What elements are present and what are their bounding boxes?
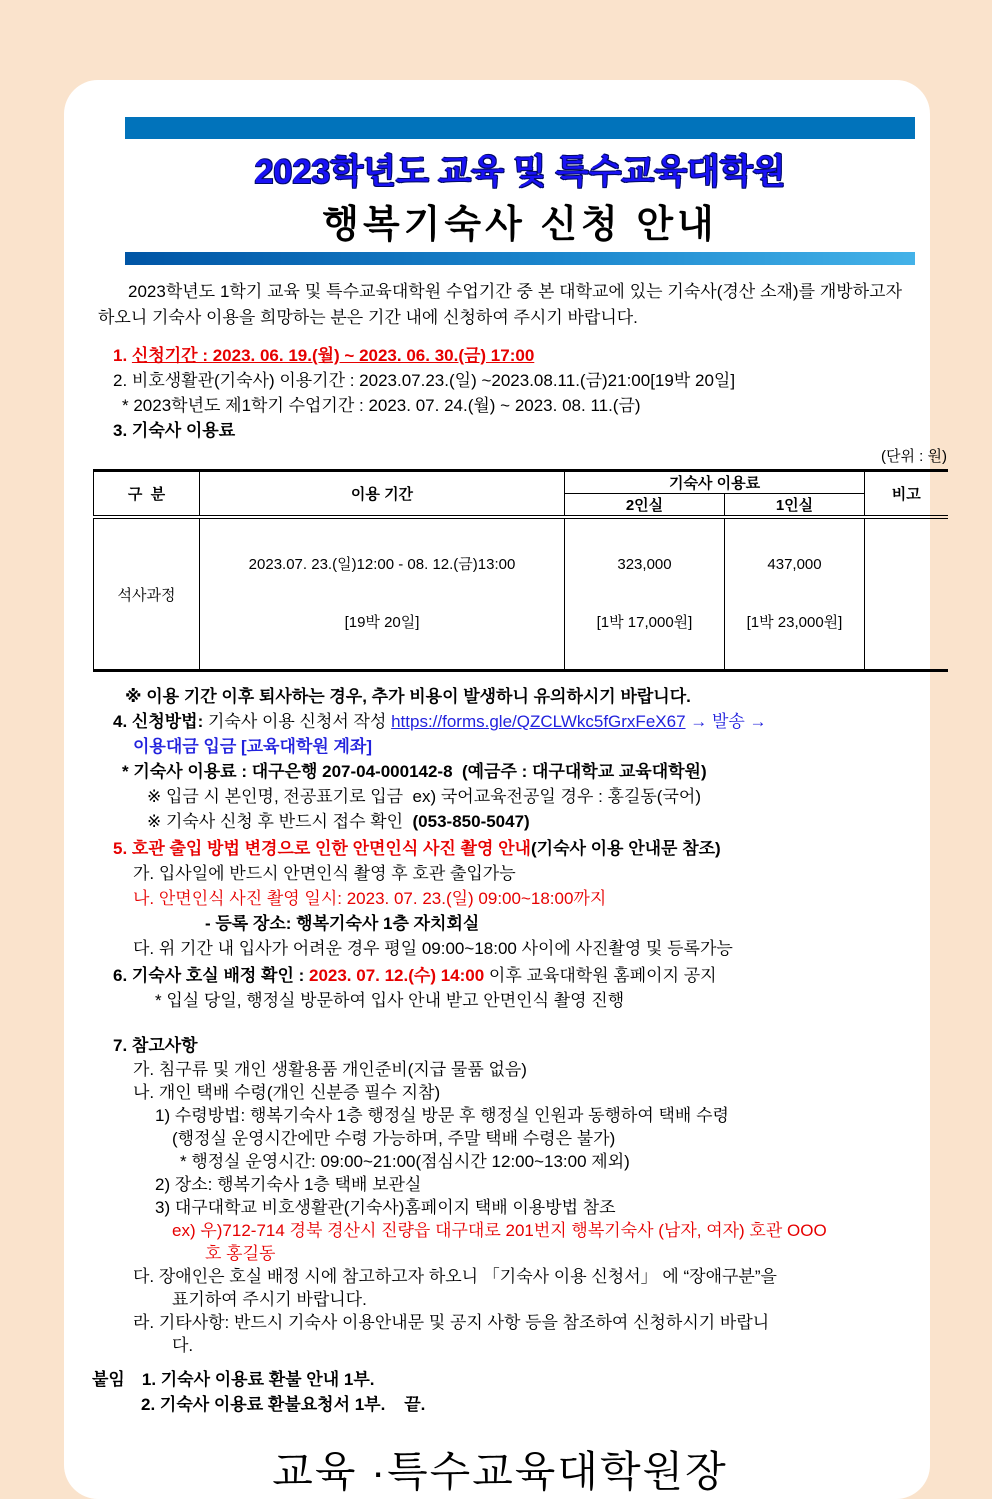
col-header-single-room: 1인실	[725, 494, 865, 518]
room-assignment-suffix: 이후 교육대학원 홈페이지 공지	[484, 966, 717, 985]
room-assignment-line	[98, 963, 902, 988]
section-apply	[98, 684, 902, 834]
item1-number: 1.	[113, 346, 132, 365]
attachment-line2: 2. 기숙사 이용료 환불요청서 1부. 끝.	[141, 1395, 426, 1414]
col-header-division: 구 분	[94, 471, 200, 518]
unit-note: (단위 : 원)	[881, 448, 947, 465]
single-room-per-night: [1박 23,000원]	[746, 614, 843, 631]
parcel-method-note1: (행정실 운영시간에만 수령 가능하며, 주말 택배 수령은 불가)	[172, 1129, 616, 1148]
attachments	[92, 1367, 902, 1417]
dorm-use-period-line: 2. 비호생활관(기숙사) 이용기간 : 2023.07.23.(일) ~2023.08.11.(금)21:00[19박 20일]	[113, 371, 736, 390]
attachment-item1: 1. 기숙사 이용료 환불 안내 1부.	[141, 1370, 375, 1389]
application-period-text: 신청기간 : 2023. 06. 19.(월) ~ 2023. 06. 30.(금) 17:00	[131, 346, 535, 365]
cell-single-room-fee	[725, 517, 865, 671]
remarks-item-b: 나. 개인 택배 수령(개인 신분증 필수 지참)	[133, 1083, 441, 1102]
notice-panel	[64, 80, 947, 1499]
confirm-text: ※ 기숙사 신청 후 반드시 접수 확인	[147, 812, 413, 831]
office-hours-note: * 행정실 운영시간: 09:00~21:00(점심시간 12:00~13:00 제외)	[180, 1152, 630, 1171]
section-remarks	[98, 1033, 902, 1357]
banner-bottom-bar	[125, 252, 915, 265]
room-assignment-date: 2023. 07. 12.(수) 14:00	[308, 966, 485, 985]
room-assignment-label: 6. 기숙사 호실 배정 확인 :	[113, 966, 309, 985]
deposit-name-note: ※ 입금 시 본인명, 전공표기로 입금 ex) 국어교육전공일 경우 : 홍길동(국어)	[147, 787, 701, 806]
attachment-line1	[92, 1367, 902, 1392]
cell-period	[200, 517, 565, 671]
table-row	[94, 517, 948, 671]
cell-period-dates: 2023.07. 23.(일)12:00 - 08. 12.(금)13:00	[248, 556, 516, 573]
send-arrow-text: → 발송 →	[685, 712, 767, 731]
face-recognition-title-red: 5. 호관 출입 방법 변경으로 인한 안면인식 사진 촬영 안내	[113, 839, 531, 858]
intro-paragraph: 2023학년도 1학기 교육 및 특수교육대학원 수업기간 중 본 대학교에 있는 기숙사(경산 소재)를 개방하고자 하오니 기숙사 이용을 희망하는 분은 기간 내에 신청하여 주시기 바랍니다.	[98, 282, 902, 327]
remarks-item-a: 가. 침구류 및 개인 생활용품 개인준비(지급 물품 없음)	[133, 1060, 527, 1079]
double-room-per-night: [1박 17,000원]	[596, 614, 693, 631]
col-header-period: 이용 기간	[200, 471, 565, 518]
phone-number: (053-850-5047)	[412, 812, 530, 831]
notice-title-line2: 행복기숙사 신청 안내	[322, 204, 718, 246]
fee-table	[93, 469, 948, 672]
semester-period-note: * 2023학년도 제1학기 수업기간 : 2023. 07. 24.(월) ~ 2023. 08. 11.(금)	[122, 396, 641, 415]
single-room-total: 437,000	[767, 556, 822, 573]
face-recognition-title	[98, 836, 902, 861]
remarks-item-c-line1: 다. 장애인은 호실 배정 시에 참고하고자 하오니 「기숙사 이용 신청서」 에 “장애구분”을	[133, 1267, 777, 1286]
notice-title-line1: 2023학년도 교육 및 특수교육대학원	[254, 153, 786, 191]
apply-method-line	[98, 709, 902, 734]
room-assignment-note: * 입실 당일, 행정실 방문하여 입사 안내 받고 안면인식 촬영 진행	[155, 991, 625, 1010]
face-recognition-title-ref: (기숙사 이용 안내문 참조)	[530, 839, 721, 858]
face-item-b: 나. 안면인식 사진 촬영 일시: 2023. 07. 23.(일) 09:00~18:00까지	[133, 889, 607, 908]
cell-double-room-fee	[565, 517, 725, 671]
col-header-double-room: 2인실	[565, 494, 725, 518]
header-banner	[125, 117, 915, 265]
remarks-title: 7. 참고사항	[113, 1036, 198, 1055]
payment-account-note: 이용대금 입금 [교육대학원 계좌]	[133, 737, 372, 756]
apply-method-label: 4. 신청방법:	[113, 712, 204, 731]
application-period-line	[98, 343, 902, 368]
signature: 교육 ·특수교육대학원장	[272, 1448, 728, 1495]
cell-note	[865, 517, 948, 671]
parcel-place: 2) 장소: 행복기숙사 1층 택배 보관실	[155, 1175, 422, 1194]
face-item-c: 다. 위 기간 내 입사가 어려운 경우 평일 09:00~18:00 사이에 사진촬영 및 등록가능	[133, 939, 733, 958]
attachments-label: 붙임	[92, 1370, 125, 1389]
bank-account-line: * 기숙사 이용료 : 대구은행 207-04-000142-8 (예금주 : 대구대학교 교육대학원)	[122, 762, 707, 781]
cell-division: 석사과정	[94, 517, 200, 671]
section-face-recognition	[98, 836, 902, 961]
double-room-total: 323,000	[617, 556, 672, 573]
fee-section-title: 3. 기숙사 이용료	[113, 421, 236, 440]
registration-place: - 등록 장소: 행복기숙사 1층 자치회실	[205, 914, 480, 933]
cell-period-nights: [19박 20일]	[344, 614, 420, 631]
application-form-link[interactable]: https://forms.gle/QZCLWkc5fGrxFeX67	[391, 712, 686, 731]
remarks-item-d-line1: 라. 기타사항: 반드시 기숙사 이용안내문 및 공지 사항 등을 참조하여 신청하시기 바랍니	[133, 1313, 770, 1332]
col-header-fee-group: 기숙사 이용료	[565, 471, 865, 494]
face-item-a: 가. 입사일에 반드시 안면인식 촬영 후 호관 출입가능	[133, 864, 516, 883]
section-room-assignment	[98, 963, 902, 1013]
address-example-line1: ex) 우)712-714 경북 경산시 진량읍 대구대로 201번지 행복기숙사 (남자, 여자) 호관 OOO	[172, 1221, 827, 1240]
notice-body	[64, 265, 947, 1499]
col-header-note: 비고	[865, 471, 948, 518]
receipt-confirm-note	[98, 809, 902, 834]
parcel-homepage-ref: 3) 대구대학교 비호생활관(기숙사)홈페이지 택배 이용방법 참조	[155, 1198, 616, 1217]
apply-method-text: 기숙사 이용 신청서 작성	[203, 712, 392, 731]
remarks-item-c-line2: 표기하여 주시기 바랍니다.	[172, 1290, 367, 1309]
address-example-line2: 호 홍길동	[205, 1244, 276, 1263]
extra-fee-warning: ※ 이용 기간 이후 퇴사하는 경우, 추가 비용이 발생하니 유의하시기 바랍니다.	[125, 687, 691, 706]
remarks-item-d-line2: 다.	[172, 1336, 194, 1355]
banner-top-bar	[125, 117, 915, 139]
parcel-method: 1) 수령방법: 행복기숙사 1층 행정실 방문 후 행정실 인원과 동행하여 택배 수령	[155, 1106, 729, 1125]
section-dates	[98, 343, 902, 443]
